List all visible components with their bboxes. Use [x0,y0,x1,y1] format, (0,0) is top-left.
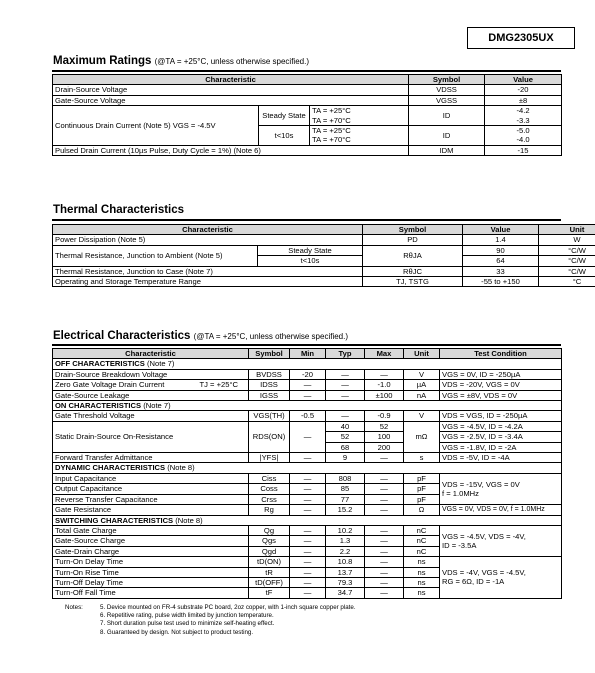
unit-cell: s [404,453,440,463]
unit-cell: °C/W [539,266,595,276]
thermal-title: Thermal Characteristics [53,204,185,216]
unit-cell: ns [404,577,440,587]
max-cell: 200 [365,442,404,452]
col-header: Characteristic [53,225,363,235]
unit-cell: V [404,369,440,379]
unit-cell: ns [404,557,440,567]
note-item: 7. Short duration pulse test used to minimize self-heating effect. [100,620,275,628]
characteristic-text: Zero Gate Voltage Drain Current [55,380,165,390]
characteristic-cell: Continuous Drain Current (Note 5) VGS = -4.5V [53,106,259,146]
min-cell: -20 [290,369,326,379]
max-cell: -0.9 [365,411,404,421]
switching-characteristics-label: SWITCHING CHARACTERISTICS [55,515,174,525]
condition-cell [440,557,562,599]
thermal-table [52,224,595,287]
unit-cell: pF [404,473,440,483]
unit-cell: ns [404,588,440,598]
symbol-cell: tR [249,567,290,577]
symbol-cell: PD [363,235,463,245]
typ-cell: 68 [326,442,365,452]
value-cell: -55 to +150 [463,277,539,287]
characteristic-cell: Drain-Source Voltage [53,85,409,95]
section-header-row [53,359,562,369]
electrical-condition: (@TA = +25°C, unless otherwise specified.) [193,332,349,341]
section-header [53,401,562,411]
condition-line: f = 1.0MHz [442,488,479,498]
characteristic-cell: Static Drain-Source On-Resistance [53,421,249,452]
characteristic-cell: Thermal Resistance, Junction to Ambient (Note 5) [53,245,258,266]
typ-cell: 2.2 [326,546,365,556]
max-cell: 52 [365,421,404,431]
table-row [53,369,562,379]
symbol-cell: RθJA [363,245,463,266]
min-cell: — [290,421,326,452]
symbol-cell: IDSS [249,380,290,390]
temp-condition: TA = +25°C [312,126,351,136]
table-row [53,245,595,255]
unit-cell: nA [404,390,440,400]
table-row [53,473,562,483]
condition-line: RG = 6Ω, ID = -1A [442,577,505,587]
characteristic-cell: Input Capacitance [53,473,249,483]
thermal-rule [52,219,561,221]
condition-cell: VGS = 0V, VDS = 0V, f = 1.0MHz [440,505,562,515]
condition-cell: VDS = -5V, ID = -4A [440,453,562,463]
characteristic-cell: Reverse Transfer Capacitance [53,494,249,504]
symbol-cell: IDM [409,145,485,155]
table-header-row [53,225,595,235]
table-row [53,411,562,421]
col-header: Symbol [409,75,485,85]
table-header-row [53,75,562,85]
min-cell: — [290,525,326,535]
value-cell [485,106,562,126]
typ-cell: — [326,390,365,400]
table-row [53,390,562,400]
typ-cell: — [326,369,365,379]
typ-cell: 9 [326,453,365,463]
symbol-cell: Qgd [249,546,290,556]
unit-cell: nC [404,546,440,556]
condition-cell [440,473,562,504]
on-characteristics-note: (Note 7) [143,401,171,411]
min-cell: — [290,505,326,515]
col-header: Symbol [363,225,463,235]
min-cell: — [290,536,326,546]
col-header: Test Condition [440,349,562,359]
min-cell: — [290,380,326,390]
symbol-cell: tD(ON) [249,557,290,567]
condition-line: VGS = -4.5V, VDS = -4V, [442,531,526,541]
value-cell: 90 [463,245,539,255]
temp-condition: TA = +70°C [312,115,351,125]
max-cell: — [365,557,404,567]
typ-cell: 79.3 [326,577,365,587]
table-row [53,505,562,515]
unit-cell: mΩ [404,421,440,452]
table-row [53,106,562,126]
table-row [53,235,595,245]
symbol-cell: Rg [249,505,290,515]
symbol-cell: Qgs [249,536,290,546]
table-row [53,95,562,105]
temp-condition: TA = +70°C [312,135,351,145]
condition-cell: VGS = -1.8V, ID = -2A [440,442,562,452]
min-cell: — [290,494,326,504]
condition-line: VDS = -15V, VGS = 0V [442,479,520,489]
max-ratings-title-text: Maximum Ratings [53,55,152,67]
typ-cell: 10.8 [326,557,365,567]
typ-cell: 1.3 [326,536,365,546]
col-header: Max [365,349,404,359]
typ-cell: 10.2 [326,525,365,535]
dynamic-characteristics-label: DYNAMIC CHARACTERISTICS [55,463,166,473]
section-header [53,463,562,473]
table-row [53,85,562,95]
typ-cell: 34.7 [326,588,365,598]
symbol-cell: TJ, TSTG [363,277,463,287]
typ-cell: 13.7 [326,567,365,577]
min-cell: — [290,588,326,598]
col-header: Symbol [249,349,290,359]
max-ratings-table [52,74,562,156]
symbol-cell: BVDSS [249,369,290,379]
min-cell: — [290,453,326,463]
symbol-cell: ID [409,106,485,126]
min-cell: — [290,567,326,577]
typ-cell: — [326,411,365,421]
value: -4.2 [516,106,530,116]
note-item: 5. Device mounted on FR-4 substrate PC board, 2oz copper, with 1-inch square copper plate. [100,604,356,611]
unit-cell: °C [539,277,595,287]
max-cell: — [365,484,404,494]
characteristic-cell: Turn-Off Delay Time [53,577,249,587]
table-row [53,266,595,276]
section-header-row [53,515,562,525]
max-cell: — [365,369,404,379]
condition-cell: VGS = -2.5V, ID = -3.4A [440,432,562,442]
unit-cell: ns [404,567,440,577]
temp-condition: TA = +25°C [312,106,351,116]
characteristic-cell: Gate Threshold Voltage [53,411,249,421]
symbol-cell: RDS(ON) [249,421,290,452]
unit-cell: pF [404,494,440,504]
condition-cell: VDS = -20V, VGS = 0V [440,380,562,390]
table-row [53,145,562,155]
min-cell: — [290,546,326,556]
unit-cell: °C/W [539,256,595,266]
value-cell: 33 [463,266,539,276]
max-cell: — [365,494,404,504]
table-row [53,525,562,535]
symbol-cell: Coss [249,484,290,494]
off-characteristics-note: (Note 7) [146,359,175,369]
electrical-rule [52,344,561,346]
characteristic-cell: Total Gate Charge [53,525,249,535]
temp-condition-cell [310,126,409,146]
symbol-cell: tF [249,588,290,598]
max-cell: — [365,505,404,515]
max-ratings-condition: (@TA = +25°C, unless otherwise specified.) [154,57,309,66]
characteristic-cell: Gate-Source Leakage [53,390,249,400]
col-header: Characteristic [53,75,409,85]
temp-condition: TJ = +25°C [199,380,238,390]
min-cell: -0.5 [290,411,326,421]
characteristic-cell: Turn-On Delay Time [53,557,249,567]
condition-line: VDS = -4V, VGS = -4.5V, [442,568,526,578]
subcondition-cell: t<10s [258,256,363,266]
symbol-cell: VGSS [409,95,485,105]
table-row [53,453,562,463]
max-cell: -1.0 [365,380,404,390]
value: -4.0 [516,135,530,145]
max-ratings-rule [52,70,561,72]
typ-cell: 52 [326,432,365,442]
min-cell: — [290,577,326,587]
section-header [53,515,562,525]
value-cell: 1.4 [463,235,539,245]
characteristic-cell: Operating and Storage Temperature Range [53,277,363,287]
characteristic-cell [53,380,249,390]
symbol-cell: VDSS [409,85,485,95]
col-header: Typ [326,349,365,359]
max-cell: — [365,473,404,483]
part-number: DMG2305UX [467,27,575,49]
characteristic-cell: Turn-On Rise Time [53,567,249,577]
characteristic-cell: Gate-Source Charge [53,536,249,546]
condition-cell: VGS = ±8V, VDS = 0V [440,390,562,400]
section-header-row [53,401,562,411]
symbol-cell: RθJC [363,266,463,276]
value-cell [485,126,562,146]
col-header: Value [463,225,539,235]
max-cell: ±100 [365,390,404,400]
typ-cell: 77 [326,494,365,504]
typ-cell: 85 [326,484,365,494]
condition-cell: VGS = 0V, ID = -250µA [440,369,562,379]
value-cell: -20 [485,85,562,95]
max-ratings-title [53,55,309,67]
table-row [53,277,595,287]
value: -3.3 [516,115,530,125]
section-header [53,359,562,369]
subcondition-cell: Steady State [259,106,310,126]
condition-line: ID = -3.5A [442,541,477,551]
col-header: Value [485,75,562,85]
typ-cell: 808 [326,473,365,483]
symbol-cell: ID [409,126,485,146]
unit-cell: µA [404,380,440,390]
unit-cell: pF [404,484,440,494]
characteristic-cell: Gate-Source Voltage [53,95,409,105]
symbol-cell: |YFS| [249,453,290,463]
electrical-table [52,348,562,599]
value: -5.0 [516,126,530,136]
symbol-cell: Qg [249,525,290,535]
col-header: Characteristic [53,349,249,359]
table-header-row [53,349,562,359]
typ-cell: 15.2 [326,505,365,515]
max-cell: — [365,536,404,546]
condition-cell [440,525,562,556]
max-cell: — [365,577,404,587]
characteristic-cell: Power Dissipation (Note 5) [53,235,363,245]
dynamic-characteristics-note: (Note 8) [167,463,195,473]
max-cell: 100 [365,432,404,442]
temp-condition-cell [310,106,409,126]
unit-cell: °C/W [539,245,595,255]
table-row [53,421,562,431]
section-header-row [53,463,562,473]
characteristic-cell: Gate Resistance [53,505,249,515]
symbol-cell: tD(OFF) [249,577,290,587]
max-cell: — [365,567,404,577]
characteristic-cell: Pulsed Drain Current (10µs Pulse, Duty Cycle = 1%) (Note 6) [53,145,409,155]
off-characteristics-label: OFF CHARACTERISTICS [55,359,145,369]
symbol-cell: Crss [249,494,290,504]
typ-cell: — [326,380,365,390]
on-characteristics-label: ON CHARACTERISTICS [55,401,142,411]
note-item: 8. Guaranteed by design. Not subject to product testing. [100,628,254,636]
condition-cell: VDS = VGS, ID = -250µA [440,411,562,421]
electrical-title-text: Electrical Characteristics [53,330,191,342]
table-row [53,380,562,390]
max-cell: — [365,546,404,556]
max-cell: — [365,453,404,463]
min-cell: — [290,557,326,567]
min-cell: — [290,390,326,400]
subcondition-cell: Steady State [258,245,363,255]
min-cell: — [290,484,326,494]
condition-cell: VGS = -4.5V, ID = -4.2A [440,421,562,431]
symbol-cell: Ciss [249,473,290,483]
col-header: Unit [404,349,440,359]
notes-list [100,604,520,637]
max-cell: — [365,588,404,598]
unit-cell: W [539,235,595,245]
col-header: Unit [539,225,595,235]
table-row [53,557,562,567]
value-cell: ±8 [485,95,562,105]
unit-cell: V [404,411,440,421]
characteristic-cell: Gate-Drain Charge [53,546,249,556]
notes-label: Notes: [65,604,83,611]
unit-cell: Ω [404,505,440,515]
unit-cell: nC [404,536,440,546]
min-cell: — [290,473,326,483]
typ-cell: 40 [326,421,365,431]
characteristic-cell: Turn-Off Fall Time [53,588,249,598]
electrical-title [53,330,348,342]
characteristic-cell: Drain-Source Breakdown Voltage [53,369,249,379]
symbol-cell: VGS(TH) [249,411,290,421]
characteristic-cell: Thermal Resistance, Junction to Case (Note 7) [53,266,363,276]
value-cell: -15 [485,145,562,155]
unit-cell: nC [404,525,440,535]
characteristic-cell: Forward Transfer Admittance [53,453,249,463]
note-item: 6. Repetitive rating, pulse width limited by junction temperature. [100,612,274,620]
switching-characteristics-note: (Note 8) [175,515,203,525]
subcondition-cell: t<10s [259,126,310,146]
characteristic-cell: Output Capacitance [53,484,249,494]
value-cell: 64 [463,256,539,266]
max-cell: — [365,525,404,535]
symbol-cell: IGSS [249,390,290,400]
col-header: Min [290,349,326,359]
